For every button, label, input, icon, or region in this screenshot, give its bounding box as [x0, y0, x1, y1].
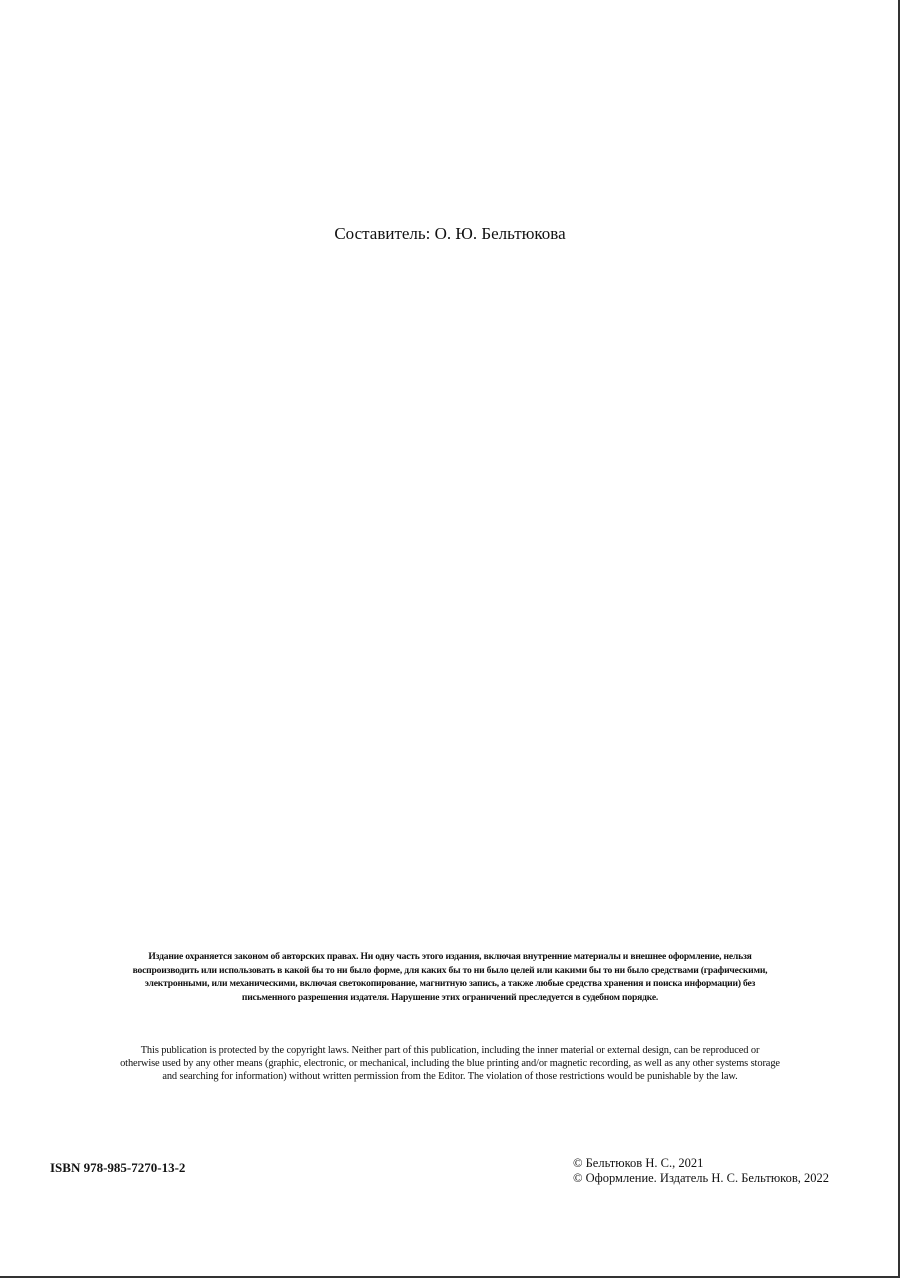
isbn: ISBN 978-985-7270-13-2 — [50, 1160, 186, 1175]
copyright-lines — [573, 1156, 829, 1186]
copyright-notice-ru: Издание охраняется законом об авторских правах. Ни одну часть этого издания, включая внутренние материалы и внешнее оформление, нельзя воспроизводить или использовать в какой бы то ни было форме, для каких бы то ни было целей или какими бы то ни было средствами (графическими, электронными, или механическими, включая светокопирование, магнитную запись, а также любые средства хранения и поиска информации) без письменного разрешения издателя. Нарушение этих ограничений преследуется в судебном порядке. — [132, 951, 768, 1003]
compiler-line: Составитель: О. Ю. Бельтюкова — [334, 224, 566, 243]
copyright-author: © Бельтюков Н. С., 2021 — [573, 1156, 704, 1170]
copyright-design: © Оформление. Издатель Н. С. Бельтюков, 2022 — [573, 1171, 830, 1185]
copyright-notice-en: This publication is protected by the copyright laws. Neither part of this publication, including the inner material or external design, can be reproduced or otherwise used by any other means (graphic, electronic, or mechanical, including the blue printing and/or magnetic recording, as well as any other systems storage and searching for information) without written permission from the Editor. The violation of those restrictions would be punishable by the law. — [120, 1045, 780, 1083]
